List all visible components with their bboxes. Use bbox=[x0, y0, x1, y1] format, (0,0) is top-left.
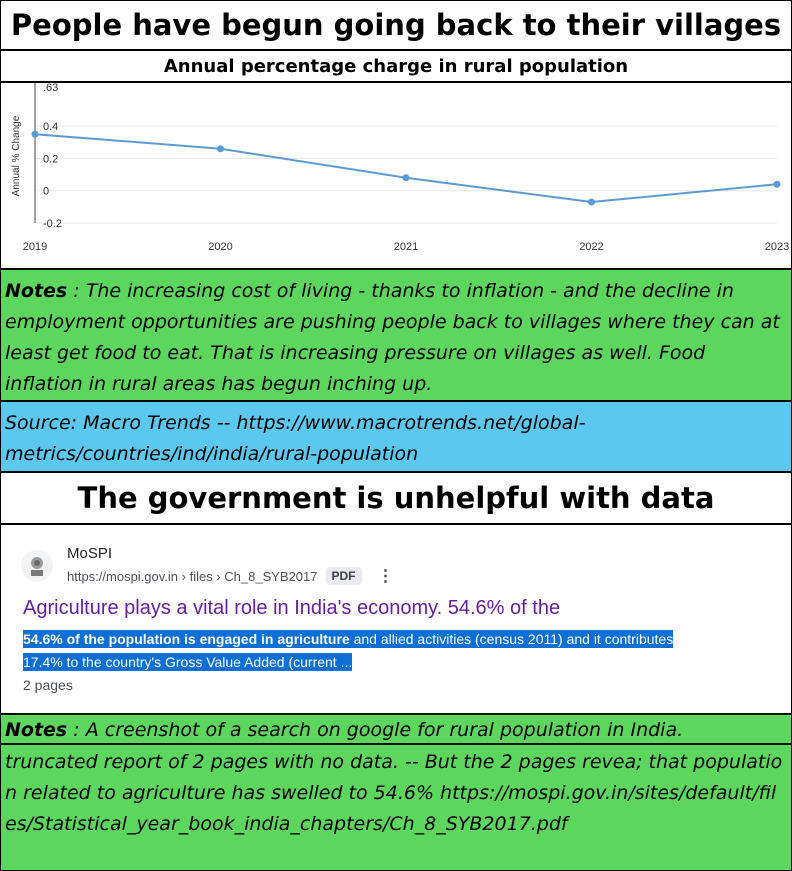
series-line bbox=[35, 134, 777, 202]
emblem-icon bbox=[21, 550, 53, 582]
source-panel bbox=[0, 401, 792, 472]
chart-panel bbox=[0, 82, 792, 269]
chart-subtitle-text: Annual percentage charge in rural population bbox=[163, 55, 629, 77]
notes2-label: Notes bbox=[5, 719, 68, 741]
snippet-line2: 17.4% to the country's Gross Value Added (current ... bbox=[23, 654, 353, 670]
x-tick-label: 2022 bbox=[579, 241, 604, 253]
result-pages: 2 pages bbox=[23, 677, 73, 693]
data-point bbox=[588, 199, 595, 206]
y-tick-label: 0.4 bbox=[43, 121, 59, 134]
notes2-text: : A creenshot of a search on google for rural population in India. bbox=[67, 719, 684, 741]
notes-panel-inflation bbox=[0, 269, 792, 401]
x-tick-label: 2023 bbox=[764, 241, 790, 253]
more-options-icon[interactable]: ⋮ bbox=[377, 568, 394, 585]
result-title-link[interactable]: Agriculture plays a vital role in India's economy. 54.6% of the bbox=[23, 597, 561, 619]
headline-villages bbox=[0, 0, 792, 50]
headline-government bbox=[0, 472, 792, 524]
data-point bbox=[217, 145, 224, 152]
x-tick-label: 2020 bbox=[208, 241, 233, 253]
search-result-screenshot bbox=[0, 524, 792, 714]
data-point bbox=[32, 131, 39, 138]
snippet-rest: and allied activities (census 2011) and it contributes bbox=[349, 631, 674, 647]
snippet-line1 bbox=[23, 630, 673, 648]
notes3-text: truncated report of 2 pages with no data. -- But the 2 pages revea; that population related to agriculture has swelled to 54.6% https://mospi.gov.in/sites/default/files/Statistical_year_book_india_chapters/Ch_8_SYB2017.pdf bbox=[5, 751, 783, 835]
result-site-row[interactable] bbox=[21, 545, 394, 586]
pdf-badge: PDF bbox=[326, 567, 362, 585]
notes-label: Notes bbox=[5, 280, 68, 302]
headline-villages-text: People have begun going back to their villages bbox=[10, 8, 782, 42]
snippet-bold: 54.6% of the population is engaged in agriculture bbox=[23, 631, 350, 647]
y-top-label: .63 bbox=[43, 83, 59, 94]
data-point bbox=[774, 181, 781, 188]
y-tick-label: 0 bbox=[43, 185, 50, 198]
source-text: Source: Macro Trends -- https://www.macrotrends.net/global-metrics/countries/ind/india/rural-population bbox=[5, 412, 586, 465]
site-name: MoSPI bbox=[67, 545, 113, 562]
result-snippet bbox=[23, 628, 673, 674]
site-url-row bbox=[67, 566, 394, 586]
y-tick-label: 0.2 bbox=[43, 153, 59, 166]
data-point bbox=[403, 174, 410, 181]
site-url: https://mospi.gov.in › files › Ch_8_SYB2017 bbox=[67, 568, 318, 584]
y-axis-label: Annual % Change bbox=[11, 115, 22, 197]
notes-panel-screenshot bbox=[0, 714, 792, 744]
x-tick-label: 2021 bbox=[393, 241, 419, 253]
line-chart bbox=[1, 83, 791, 268]
headline-government-text: The government is unhelpful with data bbox=[77, 481, 715, 515]
notes-text: : The increasing cost of living - thanks to inflation - and the decline in employment opportunities are pushing people back to villages where they can at least get food to eat. That is increasing pressure on villages as well. Food inflation in rural areas has begun inching up. bbox=[5, 280, 780, 395]
chart-subtitle bbox=[0, 50, 792, 82]
notes-panel-report bbox=[0, 744, 792, 871]
y-tick-label: -0.2 bbox=[43, 218, 62, 230]
x-tick-label: 2019 bbox=[22, 241, 48, 253]
